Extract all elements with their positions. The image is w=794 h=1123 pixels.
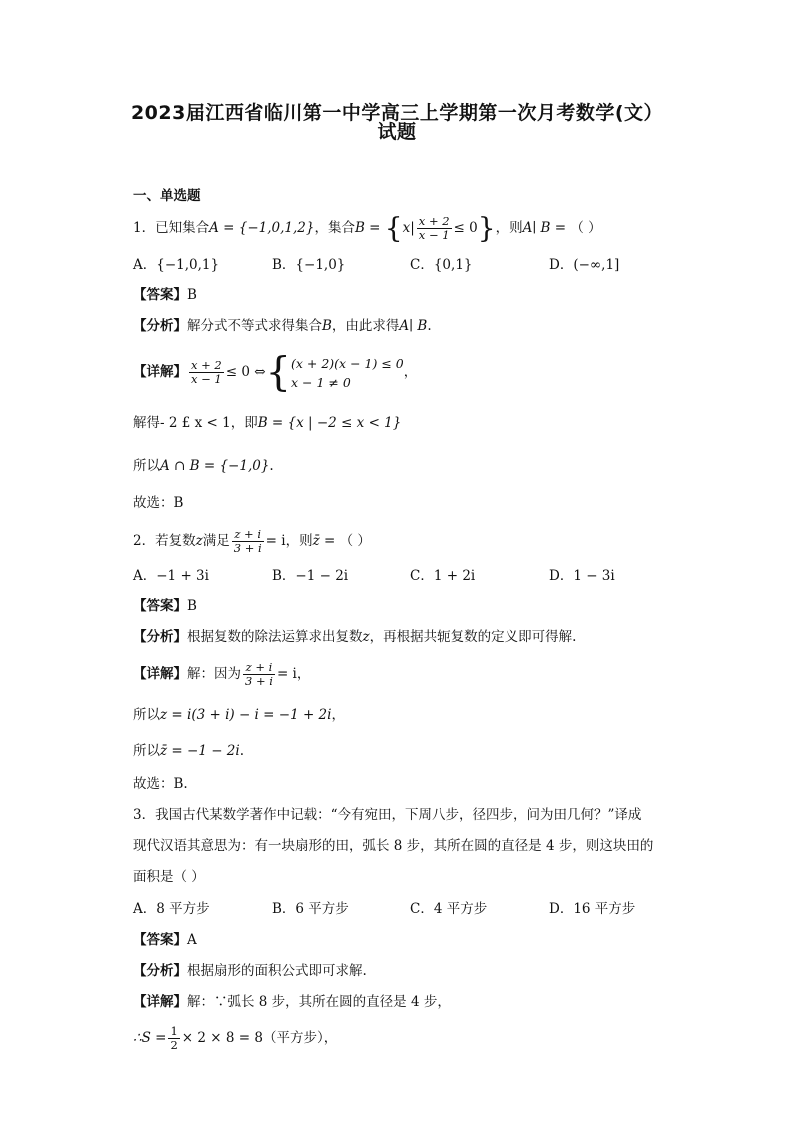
q2-answer: 【答案】B [133,598,197,614]
q2-fraction: $\frac{z + i}{3 + i}$ [233,527,262,555]
q1-option-d: D．(−∞,1] [549,257,620,273]
q3-stem-line1: 3．我国古代某数学著作中记载：“今有宛田，下周八步，径四步，问为田几何？”译成 [133,807,642,823]
q3-option-c: C．4 平方步 [410,901,488,917]
q1-choose: 故选：B [133,495,184,511]
q1-option-c: C．{0,1} [410,257,473,273]
q1-set-a: A = {−1,0,1,2} [209,220,315,236]
q2-detail: 【详解】解：因为 $\frac{z + i}{3 + i}$ = i， [133,660,311,688]
q1-fraction: $\frac{x + 2}{x - 1}$ [418,214,450,242]
q1-solve: 解得- 2 £ x < 1，即B = {x | −2 ≤ x < 1} [133,415,402,431]
q3-option-a: A．8 平方步 [133,901,210,917]
q3-calculation: ∴S = $\frac{1}{2}$ × 2 × 8 = 8（平方步）， [133,1024,338,1052]
q3-stem-line2: 现代汉语其意思为：有一块扇形的田，弧长 8 步，其所在圆的直径是 4 步，则这块田的 [133,838,654,854]
q1-inequality-system: (x + 2)(x − 1) ≤ 0 x − 1 ≠ 0 [291,355,404,390]
q1-analysis: 【分析】解分式不等式求得集合B，由此求得A∣ B. [133,318,432,334]
q2-analysis: 【分析】根据复数的除法运算求出复数z，再根据共轭复数的定义即可得解. [133,629,577,645]
q3-answer: 【答案】A [133,932,197,948]
q1-intersection: 所以A ∩ B = {−1,0}. [133,458,274,474]
q2-option-a: A．−1 + 3i [133,568,209,584]
q1-option-a: A．{−1,0,1} [133,257,220,273]
document-title-line2: 试题 [377,121,417,143]
q1-detail: 【详解】 $\frac{x + 2}{x - 1}$ ≤ 0 ⇔{ (x + 2)(x − 1) ≤ 0 x − 1 ≠ 0 ， [133,349,418,396]
q2-step2: 所以z̄ = −1 − 2i. [133,743,245,759]
q2-option-b: B．−1 − 2i [272,568,349,584]
q1-option-b: B．{−1,0} [272,257,346,273]
section-heading: 一、单选题 [133,188,201,204]
q1-answer: 【答案】B [133,287,197,303]
q3-detail: 【详解】解：∵弧长 8 步，其所在圆的直径是 4 步， [133,994,451,1010]
q2-step1: 所以z = i(3 + i) − i = −1 + 2i， [133,707,345,723]
q1-stem: 1．已知集合A = {−1,0,1,2}，集合B = {x| $\frac{x + 2}{x - 1}$ ≤ 0}，则A∣ B = （ ） [133,211,602,245]
q3-stem-line3: 面积是（ ） [133,869,205,885]
q3-analysis: 【分析】根据扇形的面积公式即可求解. [133,963,367,979]
q3-option-d: D．16 平方步 [549,901,636,917]
q2-option-d: D．1 − 3i [549,568,615,584]
q3-option-b: B．6 平方步 [272,901,349,917]
document-title-line1: 2023届江西省临川第一中学高三上学期第一次月考数学(文） [130,102,664,124]
q2-option-c: C．1 + 2i [410,568,476,584]
q2-choose: 故选：B. [133,776,188,792]
q2-stem: 2．若复数z满足 $\frac{z + i}{3 + i}$ = i，则z̄ = （ ） [133,527,371,555]
